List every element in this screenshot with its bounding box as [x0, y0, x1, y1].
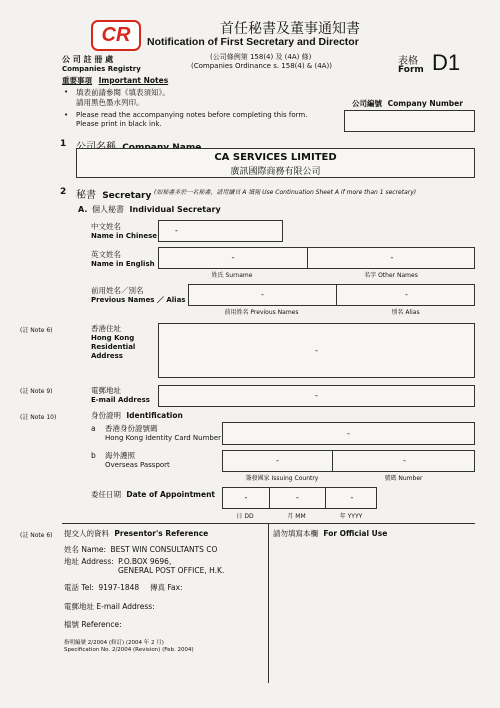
official-use-heading	[273, 529, 387, 538]
email-value: -	[315, 391, 318, 400]
hkid-value: -	[347, 429, 350, 438]
company-name-field[interactable]	[76, 148, 475, 178]
year-caption: 年 YYYY	[339, 513, 363, 520]
presentor-fax-label: 傳真 Fax:	[150, 583, 183, 592]
section2-label-cn: 秘書	[76, 190, 96, 201]
address-label-en-2: Residential	[91, 343, 136, 351]
ordinance-english: (Companies Ordinance s. 158(4) & (4A))	[191, 62, 332, 70]
passport-field[interactable]	[222, 450, 475, 472]
day-caption: 日 DD	[236, 513, 254, 520]
address-label-cn: 香港住址	[91, 324, 121, 333]
alias-value: -	[405, 290, 408, 299]
presentor-reference	[64, 620, 122, 629]
presentor-tel	[64, 583, 139, 592]
notes-heading-cn: 重要事項	[62, 76, 92, 85]
identification-label-cn: 身份證明	[91, 411, 121, 420]
title-english: Notification of First Secretary and Director	[147, 36, 359, 48]
section2-number: 2	[60, 187, 67, 197]
note-6-ref: (註 Note 6)	[20, 327, 53, 334]
address-label-en-1: Hong Kong	[91, 334, 135, 342]
surname-value: -	[231, 253, 235, 262]
id-a-label-en: Hong Kong Identity Card Number	[105, 434, 222, 442]
ordinance-chinese: (公司條例第 158(4) 及 (4A) 條)	[210, 53, 312, 61]
company-name-english: CA SERVICES LIMITED	[214, 152, 337, 163]
chinese-name-field[interactable]	[158, 220, 283, 242]
cr-logo-text: CR	[101, 24, 131, 46]
passport-country-value: -	[276, 456, 279, 465]
appointment-label	[91, 490, 215, 499]
sub-a-label	[92, 205, 221, 214]
form-label-chinese: 表格	[398, 56, 418, 67]
presentor-address-value-1: P.O.BOX 9696,	[118, 557, 172, 566]
english-name-field[interactable]	[158, 247, 475, 269]
appointment-label-en: Date of Appointment	[126, 490, 216, 499]
presentor-fax	[150, 583, 183, 592]
sub-a-label-cn: 個人秘書	[92, 205, 124, 214]
id-a-label-cn: 香港身份證號碼	[105, 424, 158, 433]
month-caption: 月 MM	[287, 513, 306, 520]
previous-label-cn: 前用姓名／別名	[91, 286, 144, 295]
presentor-heading-cn: 提交人的資料	[64, 529, 109, 538]
other-names-value: -	[390, 253, 394, 262]
passport-number-caption: 號碼 Number	[384, 475, 423, 482]
email-field[interactable]	[158, 385, 475, 407]
passport-country-caption: 簽發國家 Issuing Country	[245, 475, 319, 482]
presentor-reference-label: 檔號 Reference:	[64, 620, 122, 629]
title-chinese: 首任秘書及董事通知書	[220, 21, 360, 37]
section1-number: 1	[60, 139, 67, 149]
presentor-note-6-ref: (註 Note 6)	[20, 532, 53, 539]
identification-label	[91, 411, 183, 420]
previous-label-en: Previous Names ／ Alias	[91, 296, 186, 304]
presentor-address-label: 地址 Address:	[64, 557, 114, 566]
presentor-address-value-2: GENERAL POST OFFICE, H.K.	[118, 566, 225, 575]
surname-caption: 姓氏 Surname	[211, 272, 253, 279]
english-name-label-en: Name in English	[91, 260, 155, 268]
section2-label-en: Secretary	[102, 191, 152, 201]
alias-caption: 別名 Alias	[391, 309, 420, 316]
address-field[interactable]	[158, 323, 475, 378]
presentor-tel-value: 9197-1848	[98, 583, 140, 592]
identification-label-en: Identification	[126, 411, 183, 420]
presentor-name-value: BEST WIN CONSULTANTS CO	[110, 545, 218, 554]
id-b-label-cn: 海外護照	[105, 451, 135, 460]
note-10-ref: (註 Note 10)	[20, 414, 57, 421]
day-value: -	[244, 493, 248, 502]
sub-a-marker: A.	[78, 205, 88, 214]
chinese-name-value: -	[175, 226, 178, 235]
company-number-label-en: Company Number	[387, 99, 463, 108]
form-label-english: Form	[398, 65, 424, 75]
appointment-label-cn: 委任日期	[91, 490, 121, 499]
hkid-field[interactable]	[222, 422, 475, 445]
email-label-en: E-mail Address	[91, 396, 150, 404]
appointment-date-field[interactable]	[222, 487, 377, 509]
registry-english: Companies Registry	[62, 65, 141, 73]
email-label-cn: 電郵地址	[91, 386, 121, 395]
notes-heading	[62, 76, 168, 85]
chinese-name-label-cn: 中文姓名	[91, 222, 121, 231]
bottom-divider-vertical	[268, 523, 269, 683]
presentor-heading-en: Presentor's Reference	[114, 529, 209, 538]
presentor-heading	[64, 529, 208, 538]
presentor-name	[64, 545, 217, 554]
note-9-ref: (註 Note 9)	[20, 388, 53, 395]
other-names-caption: 名字 Other Names	[364, 272, 418, 279]
company-number-label	[352, 99, 463, 108]
notes-bullet-2: •	[64, 111, 69, 119]
passport-number-value: -	[403, 456, 406, 465]
id-b-marker: b	[91, 451, 96, 460]
company-name-chinese: 廣訊國際商務有限公司	[230, 167, 321, 177]
address-value: -	[315, 346, 318, 355]
continuation-note: (如秘書多於一名秘書，請用續頁 A 填報 Use Continuation Sheet A if more than 1 secretary)	[154, 189, 417, 196]
notes-heading-en: Important Notes	[98, 76, 169, 85]
previous-names-value: -	[261, 290, 264, 299]
official-use-heading-en: For Official Use	[323, 529, 388, 538]
previous-names-field[interactable]	[188, 284, 475, 306]
month-value: -	[296, 493, 299, 502]
presentor-tel-label: 電話 Tel:	[64, 583, 94, 592]
official-use-heading-cn: 請勿填寫本欄	[273, 529, 318, 538]
notes-item2-en-2: Please print in black ink.	[76, 120, 162, 128]
section2-label	[76, 186, 151, 201]
previous-names-caption: 前用姓名 Previous Names	[224, 309, 299, 316]
notes-item2-en: Please read the accompanying notes before completing this form.	[76, 111, 308, 119]
form-code: D1	[432, 50, 461, 75]
company-number-label-cn: 公司編號	[352, 99, 382, 108]
notes-item1-cn: 填表前請參閱《填表須知》。	[76, 88, 170, 97]
id-b-label-en: Overseas Passport	[105, 461, 170, 469]
cr-logo	[91, 20, 141, 51]
address-label-en-3: Address	[91, 352, 123, 360]
registry-chinese: 公 司 註 冊 處	[62, 55, 114, 64]
sub-a-label-en: Individual Secretary	[129, 205, 221, 214]
year-value: -	[350, 493, 354, 502]
notes-item1-cn-2: 請用黑色墨水列印。	[76, 98, 144, 107]
notes-bullet-1: •	[64, 88, 69, 96]
company-number-field[interactable]	[344, 110, 475, 132]
english-name-label-cn: 英文姓名	[91, 250, 121, 259]
presentor-email-label: 電郵地址 E-mail Address:	[64, 602, 155, 611]
presentor-address	[64, 557, 171, 566]
presentor-email	[64, 602, 155, 611]
spec-cn: 指明編號 2/2004 (修訂) (2004 年 2 月)	[64, 640, 164, 646]
spec-en: Specification No. 2/2004 (Revision) (Feb. 2004)	[64, 647, 194, 653]
chinese-name-label-en: Name in Chinese	[91, 232, 158, 240]
id-a-marker: a	[91, 424, 96, 433]
presentor-name-label: 姓名 Name:	[64, 545, 107, 554]
